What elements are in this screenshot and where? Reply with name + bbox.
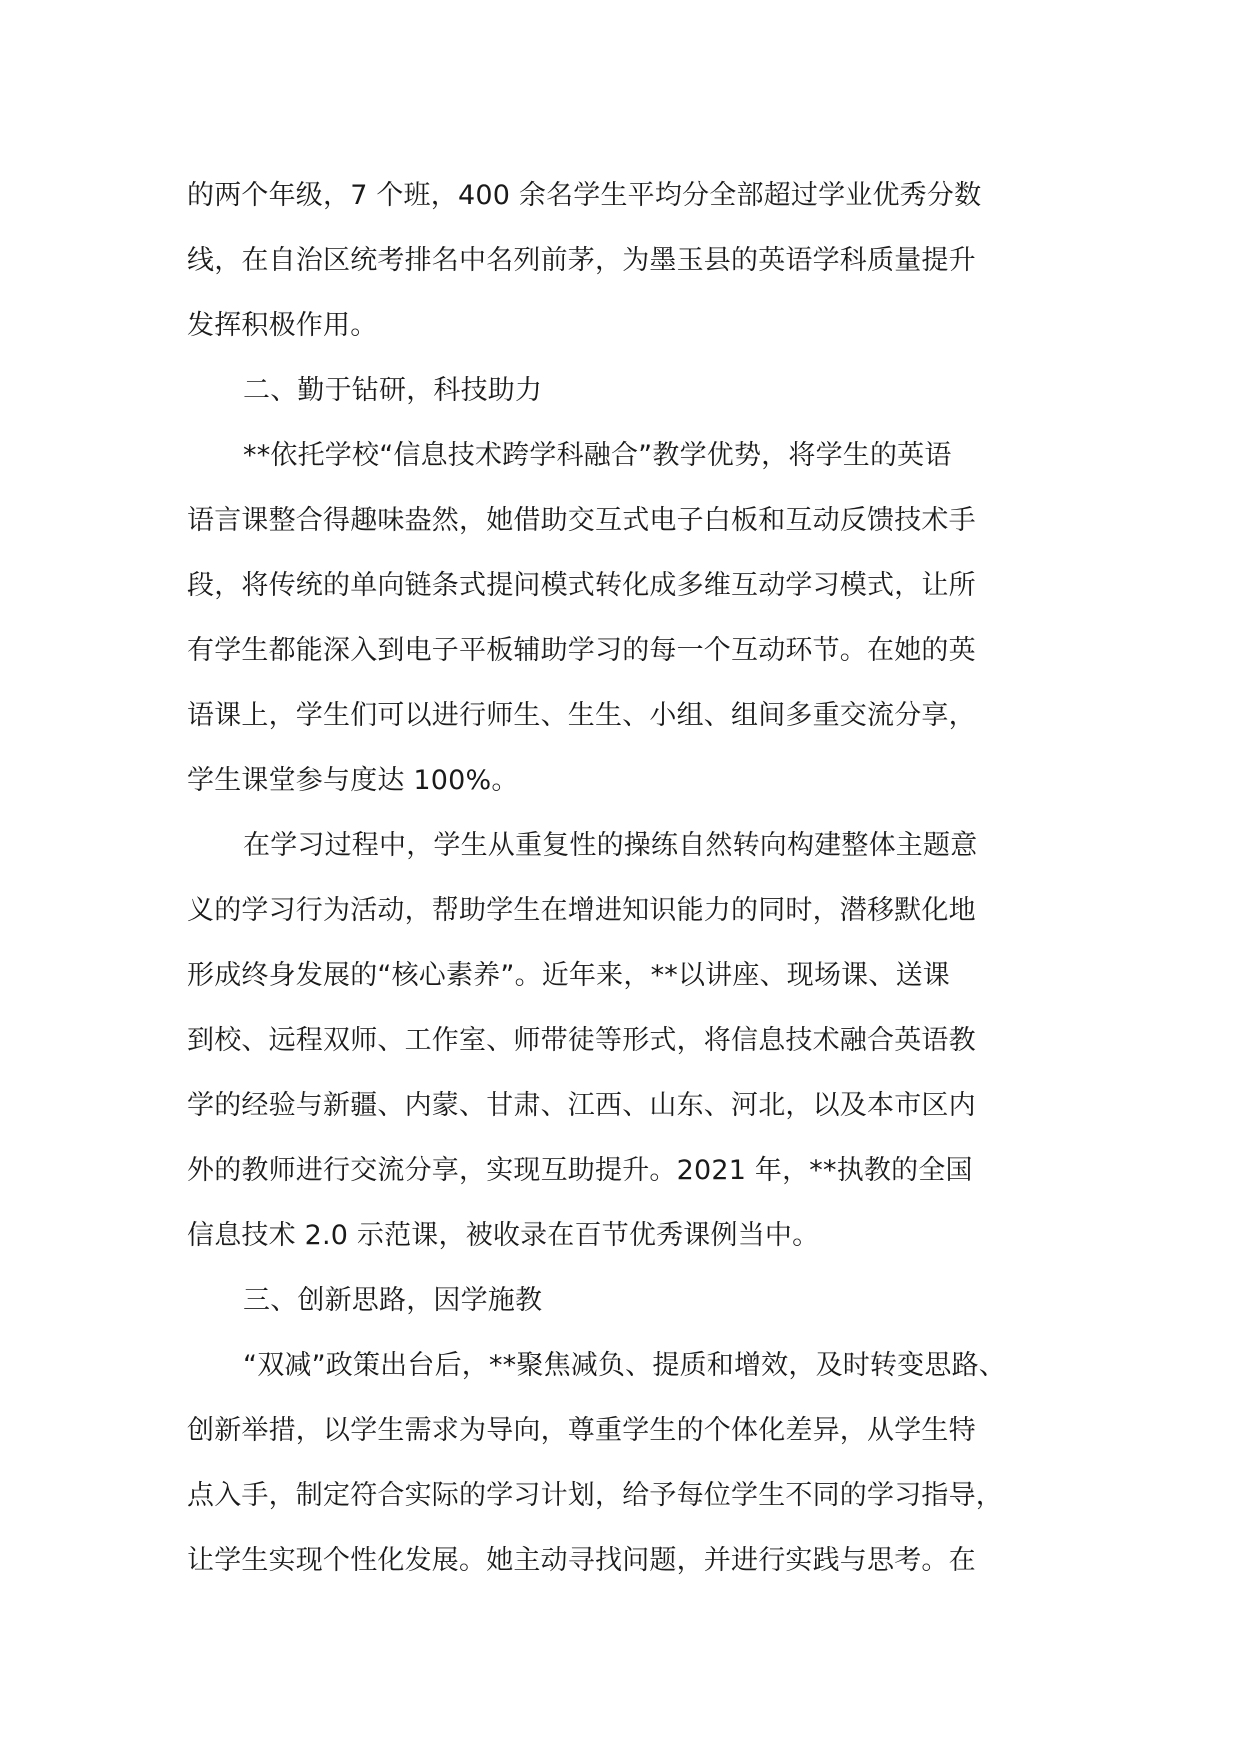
text-line: 信息技术 2.0 示范课，被收录在百节优秀课例当中。	[187, 1220, 820, 1251]
text-line: 发挥积极作用。	[187, 310, 378, 341]
text-line: 点入手，制定符合实际的学习计划，给予每位学生不同的学习指导，	[187, 1480, 1003, 1511]
text-line: 创新举措，以学生需求为导向，尊重学生的个体化差异，从学生特	[187, 1415, 976, 1446]
paragraph-start: 在学习过程中，学生从重复性的操练自然转向构建整体主题意	[243, 830, 978, 861]
text-line: 让学生实现个性化发展。她主动寻找问题，并进行实践与思考。在	[187, 1545, 976, 1576]
text-line: 义的学习行为活动，帮助学生在增进知识能力的同时，潜移默化地	[187, 895, 976, 926]
document-body	[187, 163, 1087, 1593]
text-line: 形成终身发展的“核心素养”。近年来，**以讲座、现场课、送课	[187, 960, 950, 991]
text-line: 的两个年级，7 个班，400 余名学生平均分全部超过学业优秀分数	[187, 180, 982, 211]
text-line: 到校、远程双师、工作室、师带徒等形式，将信息技术融合英语教	[187, 1025, 976, 1056]
section-heading: 三、创新思路，因学施教	[243, 1285, 543, 1316]
text-line: 外的教师进行交流分享，实现互助提升。2021 年，**执教的全国	[187, 1155, 973, 1186]
text-line: 段，将传统的单向链条式提问模式转化成多维互动学习模式，让所	[187, 570, 976, 601]
text-line: 学生课堂参与度达 100%。	[187, 765, 519, 796]
text-line: 语课上，学生们可以进行师生、生生、小组、组间多重交流分享，	[187, 700, 976, 731]
text-line: 线，在自治区统考排名中名列前茅，为墨玉县的英语学科质量提升	[187, 245, 976, 276]
text-line: 学的经验与新疆、内蒙、甘肃、江西、山东、河北，以及本市区内	[187, 1090, 976, 1121]
text-line: 语言课整合得趣味盎然，她借助交互式电子白板和互动反馈技术手	[187, 505, 976, 536]
section-heading: 二、勤于钻研，科技助力	[243, 375, 543, 406]
text-line: 有学生都能深入到电子平板辅助学习的每一个互动环节。在她的英	[187, 635, 976, 666]
paragraph-start: **依托学校“信息技术跨学科融合”教学优势，将学生的英语	[243, 440, 952, 471]
paragraph-start: “双减”政策出台后，**聚焦减负、提质和增效，及时转变思路、	[243, 1350, 1006, 1381]
